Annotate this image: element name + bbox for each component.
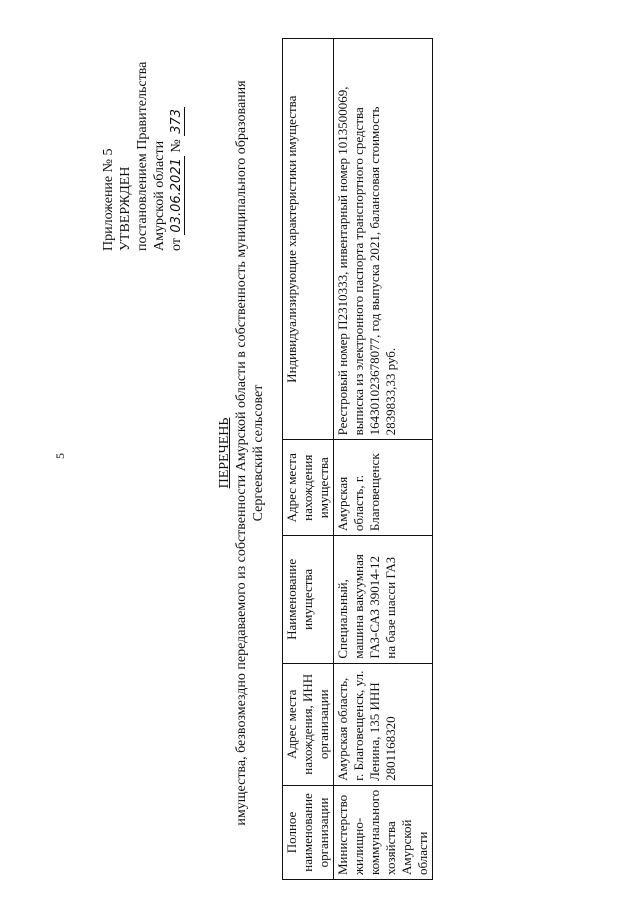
table-header-row	[283, 39, 334, 880]
approval-block	[100, 23, 185, 251]
property-table	[282, 38, 433, 880]
approval-number: 373	[169, 108, 184, 134]
header-property-name: Наименование имущества	[283, 536, 334, 664]
date-number-line	[168, 23, 185, 251]
date-prefix: от	[169, 238, 184, 251]
cell-characteristics: Реестровый номер П2310333, инвентарный номер 1013500069, выписка из электронного паспорта транспортного средства 164301023678077, год выпуска 2021, балансовая стоимость 2839833,33 руб.	[334, 39, 433, 440]
resolution-line: постановлением Правительства	[135, 61, 150, 251]
header-characteristics: Индивидуализирующие характеристики имущества	[283, 39, 334, 440]
page-number: 5	[53, 453, 67, 459]
cell-property-address: Амурская область, г. Благовещенск	[334, 440, 433, 536]
table-row	[334, 39, 433, 880]
cell-org-address: Амурская область, г. Благовещенск, ул. Ленина, 135 ИНН 2801168320	[334, 663, 433, 785]
header-org-address: Адрес места нахождения, ИНН организации	[283, 663, 334, 785]
document-sheet	[100, 23, 430, 883]
municipality-name: Сергеевский сельсовет	[251, 384, 266, 522]
header-property-address: Адрес места нахождения имущества	[283, 440, 334, 536]
cell-org-name: Министерство жилищно-коммунального хозяйства Амурской области	[334, 785, 433, 879]
approved-line: УТВЕРЖДЕН	[118, 166, 133, 251]
header-org-name: Полное наименование организации	[283, 785, 334, 879]
document-title: ПЕРЕЧЕНЬ	[217, 417, 232, 489]
cell-property-name: Специальный, машина вакуумная ГАЗ-САЗ 39014-12 на базе шасси ГАЗ	[334, 536, 433, 664]
appendix-line: Приложение № 5	[101, 148, 116, 251]
region-line: Амурской области	[152, 140, 167, 251]
approval-date: 03.06.2021	[169, 158, 184, 233]
document-subtitle: имущества, безвозмездно передаваемого из собственности Амурской области в собственность муниципального образования	[234, 80, 249, 826]
title-block	[216, 23, 267, 883]
number-prefix: №	[169, 139, 184, 153]
